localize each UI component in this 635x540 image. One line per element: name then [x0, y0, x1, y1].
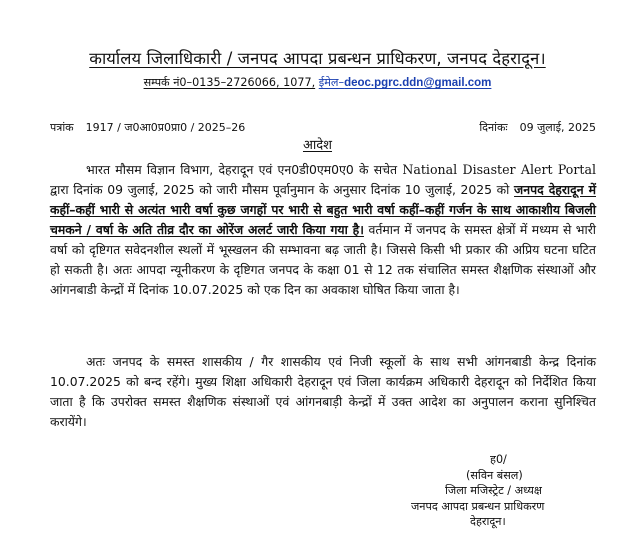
office-title: कार्यालय जिलाधिकारी / जनपद आपदा प्रबन्धन प्राधिकरण, जनपद देहरादून।	[89, 49, 546, 68]
signatory-name: (सविन बंसल)	[466, 468, 523, 482]
email-address[interactable]: deoc.pgrc.ddn@gmail.com	[344, 77, 492, 89]
signatory-designation: जिला मजिस्ट्रेट / अध्यक्ष	[445, 484, 542, 498]
contact-line	[0, 75, 635, 91]
patrank-code: / ज0आ0प्र0प्रा0 / 2025–26	[117, 121, 246, 134]
email-label: ईमेल–	[318, 76, 345, 89]
order-paragraph-1	[50, 160, 596, 300]
signatory-authority: जनपद आपदा प्रबन्धन प्राधिकरण	[411, 499, 545, 513]
p1-portal-name: National Disaster Alert Portal	[402, 162, 596, 177]
letter-date	[479, 120, 596, 136]
letter-number	[50, 120, 245, 136]
patrank-label: पत्रांक	[50, 121, 74, 134]
signature-block	[408, 452, 608, 530]
order-heading	[0, 137, 635, 155]
p1-forecast: द्वारा दिनांक 09 जुलाई, 2025 को जारी मौसम पूर्वानुमान के अनुसार दिनांक 10 जुलाई, 2025 को	[50, 182, 510, 197]
signatory-place: देहरादून।	[470, 515, 506, 529]
contact-phone: सम्पर्क नं0–0135–2726066, 1077,	[143, 76, 316, 89]
p1-closure: वर्तमान में जनपद के समस्त क्षेत्रों में मध्यम से भारी वर्षा को दृष्टिगत सवेदनशील स्थलों में भूस्खलन की सम्भावना बढ़ जाती है। जिससे किसी भी प्रकार की अप्रिय घटना घटित हो सकती है। अतः आपदा न्यूनीकरण के दृष्टिगत जनपद के कक्षा 01 से 12 तक संचालित समस्त शैक्षणिक संस्थाओं और आंगनबाडी केन्द्रों में दिनांक 10.07.2025 को एक दिन का अवकाश घोषित किया जाता है।	[50, 222, 596, 297]
order-paragraph-2: अतः जनपद के समस्त शासकीय / गैर शासकीय एवं निजी स्कूलों के साथ सभी आंगनबाडी केन्द्र दिनांक 10.07.2025 को बन्द रहेंगे। मुख्य शिक्षा अधिकारी देहरादून एवं जिला कार्यक्रम अधिकारी देहरादून को निर्देशित किया जाता है कि उपरोक्त समस्त शैक्षणिक संस्थाओं एवं आंगनबाड़ी केन्द्रों में उक्त आदेश का अनुपालन कराना सुनिश्चित करायेंगे।	[50, 354, 596, 429]
order-title: आदेश	[302, 138, 333, 153]
letterhead	[0, 48, 635, 70]
date-value: 09 जुलाई, 2025	[519, 121, 596, 134]
p1-orange-alert: जनपद देहरादून में कहीं–कहीं भारी से अत्यंत भारी वर्षा कुछ जगहों पर भारी से बहुत भारी वर्षा कहीं–कहीं गर्जन के साथ आकाशीय बिजली चमकने / वर्षा के अति तीव्र दौर का ओरेंज अलर्ट जारी किया गया है।	[50, 182, 596, 237]
signed-mark: ह0/	[490, 453, 507, 466]
patrank-number: 1917	[85, 121, 114, 134]
p1-intro: भारत मौसम विज्ञान विभाग, देहरादून एवं एन0डी0एम0ए0 के सचेत	[86, 162, 398, 177]
date-label: दिनांकः	[479, 121, 508, 134]
